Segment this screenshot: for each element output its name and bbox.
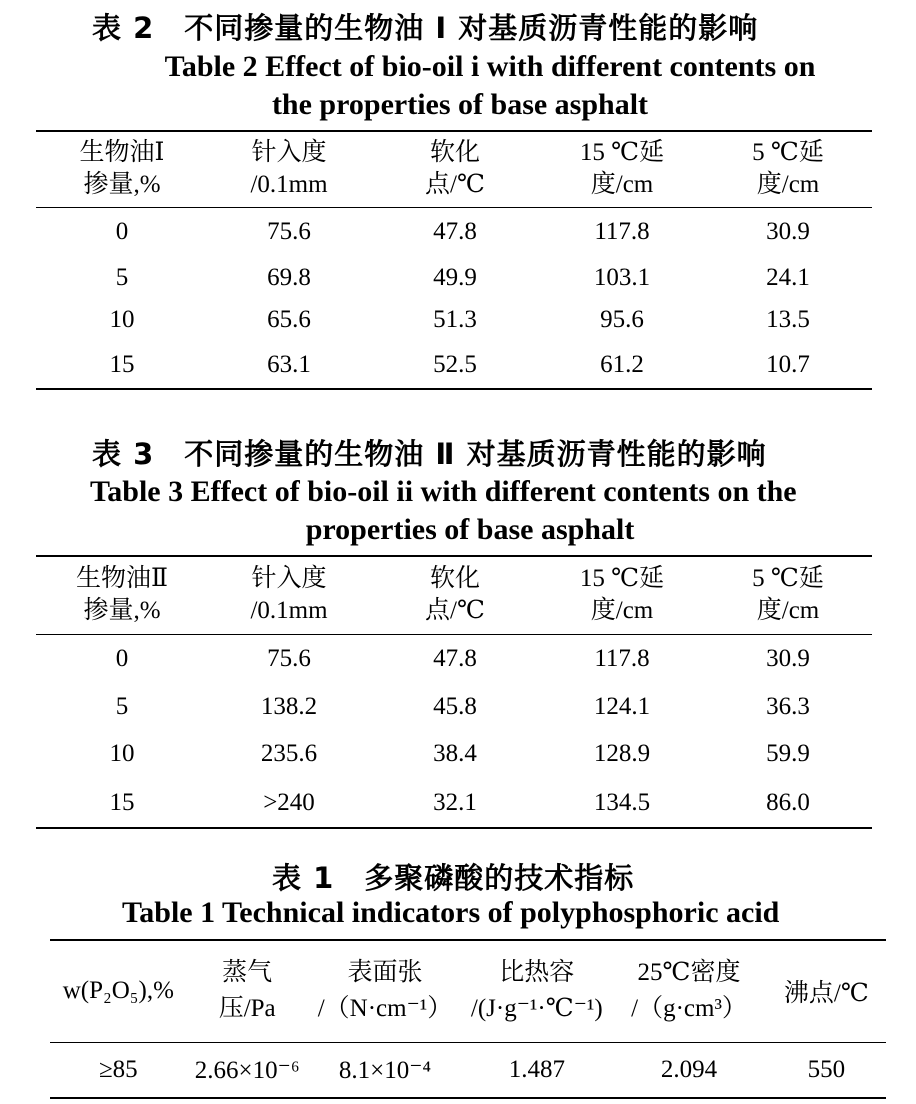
table-row [36,730,872,778]
table2-header-cell: 5 ℃延 度/cm [704,131,872,207]
table-cell: 30.9 [766,645,810,673]
table-cell: 52.5 [433,350,477,378]
table-cell: 24.1 [766,264,810,291]
table3-header-cell: 软化 点/℃ [370,556,540,634]
table-cell: 63.1 [267,350,311,378]
table-cell: ≥85 [98,1055,138,1083]
table3-header-row [36,556,872,634]
table-cell: 0 [115,218,129,246]
table-cell: 0 [115,645,129,673]
table2-title-en-line1: Table 2 Effect of bio-oil i with different contents on [164,50,816,83]
table2-header-cell: 生物油Ⅰ 掺量,% [36,131,208,207]
table-cell: 2.66×10⁻⁶ [194,1056,300,1084]
table2-title-zh: 表 2 不同掺量的生物油 Ⅰ 对基质沥青性能的影响 [92,11,759,45]
table-cell: 47.8 [433,218,477,246]
table2-header-cell: 软化 点/℃ [370,131,540,207]
table-cell: 95.6 [600,306,644,333]
table3-title-en-line2: properties of base asphalt [305,513,635,546]
table-row [36,634,872,684]
table3-title-en [90,473,890,549]
table1-header-cell: 表面张 /（N·cm⁻¹） [308,940,463,1042]
table-cell: 124.1 [593,693,651,720]
table3-title-en-line1: Table 3 Effect of bio-oil ii with different contents on the [90,475,797,508]
table3-header-cell: 5 ℃延 度/cm [704,556,872,634]
table2-title-en [60,48,916,124]
table1-header-cell: 沸点/℃ [767,940,886,1042]
table-cell: 51.3 [433,306,477,333]
table-cell: 13.5 [766,306,810,333]
table-cell: >240 [263,788,315,816]
table-cell: 38.4 [433,740,477,767]
table-cell: 550 [807,1055,846,1083]
table2-title-en-line2: the properties of base asphalt [271,88,649,121]
table-cell: 117.8 [594,645,650,673]
table-row [36,778,872,828]
table-cell: 61.2 [600,350,644,378]
table3 [36,555,872,829]
table-cell: 75.6 [267,645,311,673]
table1-title-en: Table 1 Technical indicators of polyphosphoric acid [122,896,780,929]
table-cell: 8.1×10⁻⁴ [338,1056,432,1084]
table-cell: 47.8 [433,645,477,673]
table-cell: 30.9 [766,218,810,246]
table-cell: 86.0 [766,788,810,816]
table-cell: 45.8 [433,693,477,720]
table-cell: 5 [115,693,129,720]
table2-header-cell: 针入度 /0.1mm [208,131,370,207]
table-cell: 2.094 [660,1055,718,1083]
table-cell: 69.8 [267,264,311,291]
table-cell: 10 [109,740,135,767]
table1-header-cell: 蒸气 压/Pa [187,940,308,1042]
table1-header-cell: 25℃密度 /（g·cm³） [611,940,766,1042]
table-cell: 10 [109,306,135,333]
table1 [50,939,886,1099]
table1-header-cell: 比热容 /(J·g⁻¹·℃⁻¹) [462,940,611,1042]
table-row [36,684,872,730]
table-cell: 5 [115,264,129,291]
table3-header-cell: 针入度 /0.1mm [208,556,370,634]
table-cell: 134.5 [593,788,651,816]
table3-title-zh: 表 3 不同掺量的生物油 Ⅱ 对基质沥青性能的影响 [92,437,767,471]
table-cell: 138.2 [260,693,318,720]
table-row [50,1042,886,1098]
table-row [36,257,872,299]
table-cell: 117.8 [594,218,650,246]
table-row [36,341,872,389]
table-cell: 10.7 [766,350,810,378]
table-row [36,207,872,257]
table-cell: 103.1 [593,264,651,291]
table-cell: 32.1 [433,788,477,816]
table-cell: 15 [109,350,135,378]
table1-header-row [50,940,886,1042]
table-cell: 235.6 [260,740,318,767]
table-cell: 1.487 [508,1055,565,1083]
table2-header-cell: 15 ℃延 度/cm [540,131,704,207]
table-cell: 15 [109,788,135,816]
table3-header-cell: 15 ℃延 度/cm [540,556,704,634]
table1-title-zh: 表 1 多聚磷酸的技术指标 [272,861,635,895]
table-cell: 128.9 [593,740,651,767]
table-cell: 75.6 [267,218,311,246]
table-cell: 36.3 [766,693,810,720]
table2 [36,130,872,390]
table-cell: 59.9 [766,740,810,767]
table-row [36,299,872,341]
table1-header-cell: w(P₂O₅),% [50,940,187,1042]
table-cell: 65.6 [267,306,311,333]
table2-header-row [36,131,872,207]
table3-header-cell: 生物油Ⅱ 掺量,% [36,556,208,634]
table-cell: 49.9 [433,264,477,291]
